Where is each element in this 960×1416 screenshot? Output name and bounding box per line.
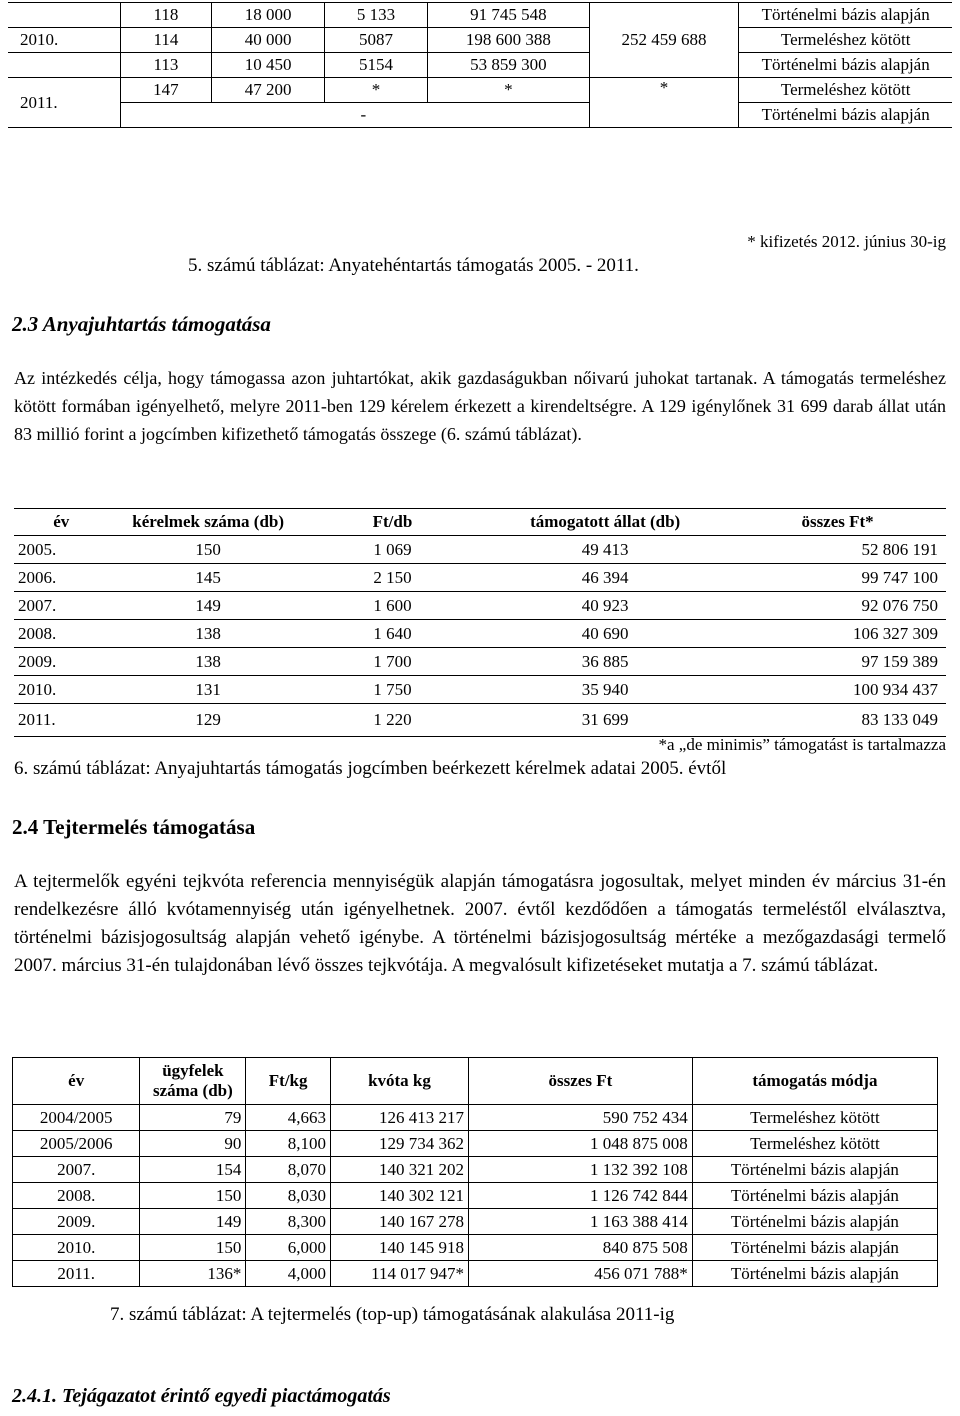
table-cell: 83 133 049 (733, 704, 946, 737)
table-header-row (14, 509, 946, 536)
cell: 47 200 (212, 78, 325, 103)
year-cell: 2010. (8, 28, 120, 53)
cell: 91 745 548 (428, 3, 589, 28)
year-cell (8, 53, 120, 78)
table-cell: 136* (140, 1261, 246, 1287)
table-5-body (8, 3, 952, 128)
table-cell: 140 145 918 (330, 1235, 468, 1261)
table-cell: 106 327 309 (733, 620, 946, 648)
table-cell: 1 750 (308, 676, 477, 704)
table-7-body (13, 1105, 938, 1287)
table-cell: 1 048 875 008 (469, 1131, 693, 1157)
table-row (13, 1261, 938, 1287)
table-cell: 154 (140, 1157, 246, 1183)
column-header: támogatás módja (692, 1058, 937, 1105)
cell: 5087 (324, 28, 427, 53)
cell: - (120, 103, 589, 128)
cell: 118 (120, 3, 212, 28)
section-paragraph: A tejtermelők egyéni tejkvóta referencia mennyiségük alapján támogatásra jogosultak, melyet minden év március 31-én rendelkezésre álló kvótamennyiség után igényelhetnek. 2007. évtől kezdődően a támogatás termeléstől elválasztva, történelmi bázisjogosultság alapján vehető igénybe. A történelmi bázisjogosultság mértéke a mezőgazdasági termelő 2007. március 31-én tulajdonában lévő összes tejkvótája. A megvalósult kifizetéseket mutatja a 7. számú táblázat. (14, 871, 946, 976)
table-row (13, 1209, 938, 1235)
column-header: támogatott állat (db) (477, 509, 733, 536)
table-row (14, 592, 946, 620)
table-cell: 2010. (13, 1235, 140, 1261)
table-7-caption: 7. számú táblázat: A tejtermelés (top-up) támogatásának alakulása 2011-ig (110, 1304, 675, 1325)
table-cell: 79 (140, 1105, 246, 1131)
table-cell: 2006. (14, 564, 109, 592)
cell: 198 600 388 (428, 28, 589, 53)
table-cell: 140 167 278 (330, 1209, 468, 1235)
table-row (8, 78, 952, 103)
column-header: év (14, 509, 109, 536)
table-cell: 138 (109, 648, 308, 676)
cell: 5 133 (324, 3, 427, 28)
table-cell: 126 413 217 (330, 1105, 468, 1131)
table-6-caption: 6. számú táblázat: Anyajuhtartás támogatás jogcímben beérkezett kérelmek adatai 2005. évtől (14, 758, 727, 779)
table-row (13, 1105, 938, 1131)
table-cell: 2009. (14, 648, 109, 676)
table-cell: 92 076 750 (733, 592, 946, 620)
table-cell: 2011. (14, 704, 109, 737)
table-cell: 2007. (13, 1157, 140, 1183)
year-cell: 2011. (8, 78, 120, 128)
table-cell: 100 934 437 (733, 676, 946, 704)
cell: 18 000 (212, 3, 325, 28)
table-cell: 31 699 (477, 704, 733, 737)
cell: * (324, 78, 427, 103)
table-cell: Termeléshez kötött (692, 1105, 937, 1131)
table-cell: 2005. (14, 536, 109, 564)
cell: 10 450 (212, 53, 325, 78)
table-cell: 590 752 434 (469, 1105, 693, 1131)
table-cell: 1 069 (308, 536, 477, 564)
table-cell: 35 940 (477, 676, 733, 704)
table-cell: 131 (109, 676, 308, 704)
table-cell: 46 394 (477, 564, 733, 592)
table-cell: 8,070 (246, 1157, 331, 1183)
table-row (14, 536, 946, 564)
mode-cell: Történelmi bázis alapján (739, 53, 952, 78)
table-cell: 1 126 742 844 (469, 1183, 693, 1209)
table-cell: 2004/2005 (13, 1105, 140, 1131)
table-cell: 8,100 (246, 1131, 331, 1157)
table-cell: 1 132 392 108 (469, 1157, 693, 1183)
merged-total-cell: 252 459 688 (589, 3, 739, 78)
mode-cell: Termeléshez kötött (739, 28, 952, 53)
section-heading: 2.3 Anyajuhtartás támogatása (12, 312, 271, 336)
table-6-body (14, 536, 946, 737)
table-cell: 150 (140, 1235, 246, 1261)
table-cell: 1 700 (308, 648, 477, 676)
table-cell: 456 071 788* (469, 1261, 693, 1287)
table-cell: 138 (109, 620, 308, 648)
table-cell: 2007. (14, 592, 109, 620)
table-cell: 149 (109, 592, 308, 620)
cell: 5154 (324, 53, 427, 78)
table-cell: 1 640 (308, 620, 477, 648)
table-header-row (13, 1058, 938, 1105)
cell: 114 (120, 28, 212, 53)
column-header: Ft/kg (246, 1058, 331, 1105)
table-5-footnote: * kifizetés 2012. június 30-ig (747, 232, 946, 251)
table-cell: 2005/2006 (13, 1131, 140, 1157)
mode-cell: Termeléshez kötött (739, 78, 952, 103)
cell: 113 (120, 53, 212, 78)
table-cell: 1 600 (308, 592, 477, 620)
column-header: év (13, 1058, 140, 1105)
section-heading: 2.4.1. Tejágazatot érintő egyedi piactámogatás (12, 1385, 391, 1407)
table-cell: 52 806 191 (733, 536, 946, 564)
table-cell: 1 163 388 414 (469, 1209, 693, 1235)
table-cell: 114 017 947* (330, 1261, 468, 1287)
table-cell: 97 159 389 (733, 648, 946, 676)
table-cell: Történelmi bázis alapján (692, 1235, 937, 1261)
table-cell: Történelmi bázis alapján (692, 1261, 937, 1287)
column-header: kvóta kg (330, 1058, 468, 1105)
table-row (14, 676, 946, 704)
section-paragraph: Az intézkedés célja, hogy támogassa azon juhtartókat, akik gazdaságukban nőivarú juhokat tartanak. A támogatás termeléshez kötött formában igényelhető, melyre 2011-ben 129 kérelem érkezett a kirendeltségre. A 129 igénylőnek 31 699 darab állat után 83 millió forint a jogcímben kifizethető támogatás összege (6. számú táblázat). (14, 368, 946, 444)
table-cell: 140 321 202 (330, 1157, 468, 1183)
table-cell: 8,030 (246, 1183, 331, 1209)
year-cell (8, 3, 120, 28)
table-cell: 99 747 100 (733, 564, 946, 592)
table-cell: 129 734 362 (330, 1131, 468, 1157)
column-header: ügyfelek száma (db) (140, 1058, 246, 1105)
table-row (8, 53, 952, 78)
table-row (13, 1131, 938, 1157)
merged-total-cell: * (589, 78, 739, 128)
mode-cell: Történelmi bázis alapján (739, 103, 952, 128)
section-heading: 2.4 Tejtermelés támogatása (12, 815, 256, 839)
table-cell: Történelmi bázis alapján (692, 1157, 937, 1183)
table-cell: 1 220 (308, 704, 477, 737)
cell: 40 000 (212, 28, 325, 53)
table-cell: 149 (140, 1209, 246, 1235)
table-7 (12, 1057, 938, 1287)
table-row (14, 564, 946, 592)
table-row (14, 620, 946, 648)
table-cell: 2009. (13, 1209, 140, 1235)
table-cell: 40 690 (477, 620, 733, 648)
table-cell: 840 875 508 (469, 1235, 693, 1261)
table-cell: Történelmi bázis alapján (692, 1209, 937, 1235)
table-cell: 2011. (13, 1261, 140, 1287)
table-5-caption: 5. számú táblázat: Anyatehéntartás támogatás 2005. - 2011. (188, 255, 639, 276)
table-cell: 2010. (14, 676, 109, 704)
table-cell: Történelmi bázis alapján (692, 1183, 937, 1209)
table-cell: 140 302 121 (330, 1183, 468, 1209)
table-cell: 129 (109, 704, 308, 737)
cell: 147 (120, 78, 212, 103)
table-cell: 4,663 (246, 1105, 331, 1131)
table-6-footnote: *a „de minimis” támogatást is tartalmazza (658, 735, 946, 754)
column-header: Ft/db (308, 509, 477, 536)
table-row (14, 648, 946, 676)
table-cell: 90 (140, 1131, 246, 1157)
table-cell: 4,000 (246, 1261, 331, 1287)
table-cell: 49 413 (477, 536, 733, 564)
table-cell: Termeléshez kötött (692, 1131, 937, 1157)
table-cell: 40 923 (477, 592, 733, 620)
table-cell: 8,300 (246, 1209, 331, 1235)
table-cell: 2 150 (308, 564, 477, 592)
column-header: összes Ft (469, 1058, 693, 1105)
table-cell: 36 885 (477, 648, 733, 676)
table-cell: 150 (109, 536, 308, 564)
table-cell: 2008. (13, 1183, 140, 1209)
cell: 53 859 300 (428, 53, 589, 78)
table-cell: 145 (109, 564, 308, 592)
mode-cell: Történelmi bázis alapján (739, 3, 952, 28)
table-row (13, 1235, 938, 1261)
table-6 (14, 508, 946, 737)
cell: * (428, 78, 589, 103)
column-header: összes Ft* (733, 509, 946, 536)
table-cell: 6,000 (246, 1235, 331, 1261)
table-cell: 150 (140, 1183, 246, 1209)
table-cell: 2008. (14, 620, 109, 648)
table-5 (8, 2, 952, 128)
table-row (8, 28, 952, 53)
table-row (8, 3, 952, 28)
column-header: kérelmek száma (db) (109, 509, 308, 536)
table-row (14, 704, 946, 737)
table-row (8, 103, 952, 128)
table-row (13, 1157, 938, 1183)
table-row (13, 1183, 938, 1209)
